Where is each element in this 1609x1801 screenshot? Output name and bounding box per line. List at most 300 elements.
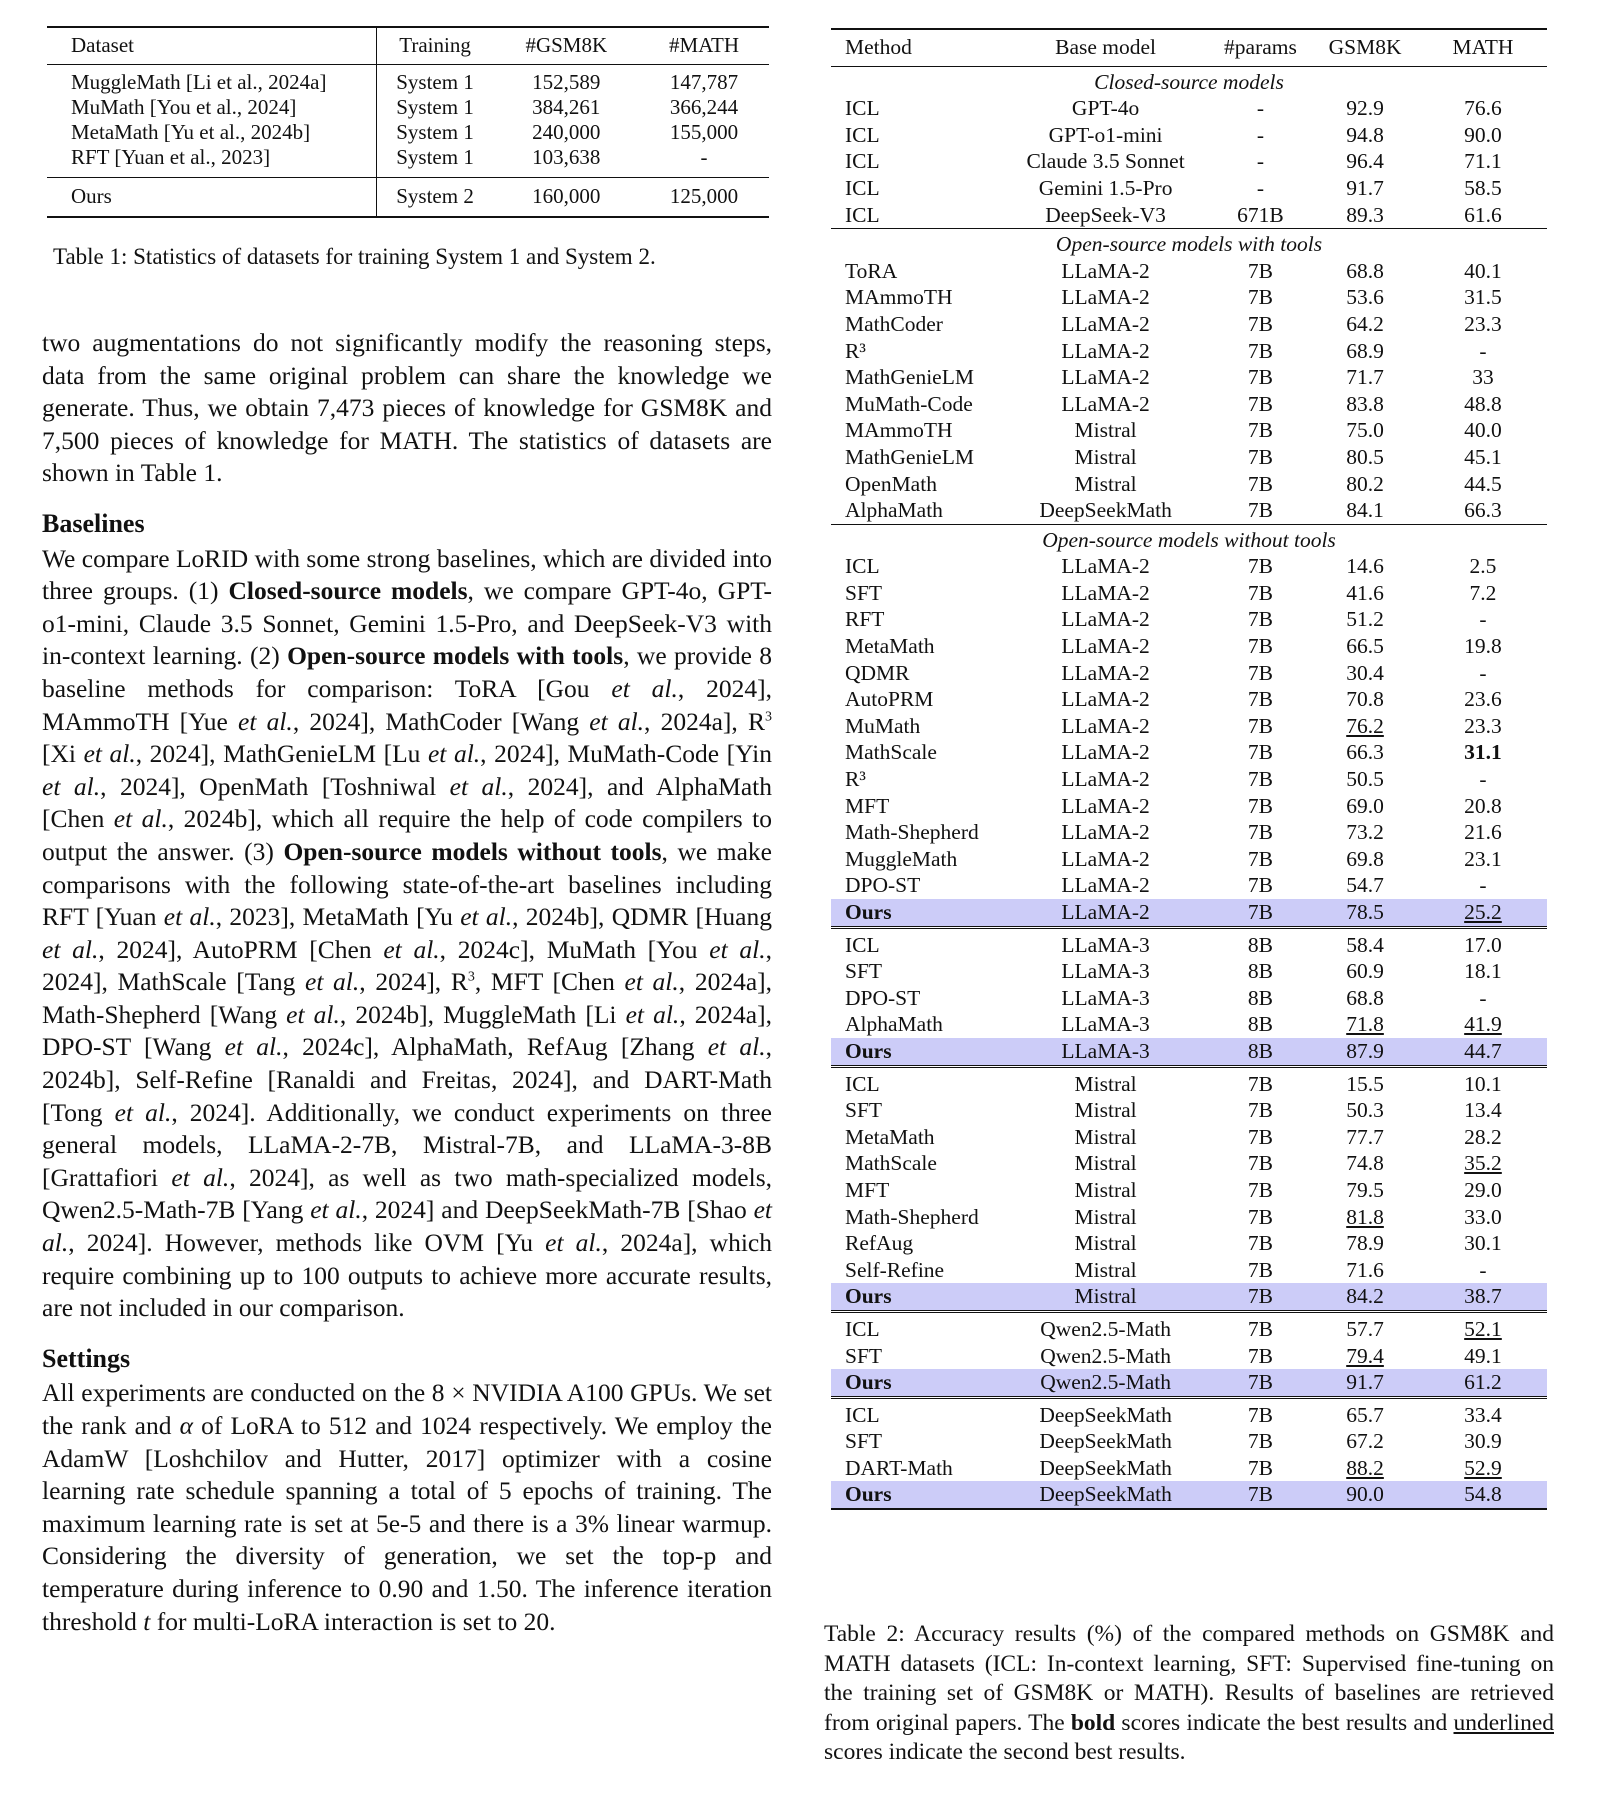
table-2-cell: DeepSeekMath (1039, 498, 1172, 523)
table-2-cell: LLaMA-3 (1061, 1012, 1150, 1037)
table-1-cell: - (700, 145, 708, 169)
table-2-cell: DPO-ST (845, 873, 921, 898)
table-1-header-row (47, 27, 769, 65)
table-2-row (831, 633, 1547, 660)
table-2-cell: 40.0 (1464, 418, 1502, 443)
table-2-cell: GPT-o1-mini (1048, 122, 1163, 147)
table-2-cell: SFT (845, 1343, 883, 1368)
table-2-cell: DeepSeek-V3 (1045, 202, 1166, 227)
table-2-row (831, 311, 1547, 338)
table-2-cell: LLaMA-3 (1061, 985, 1150, 1010)
section-llama-3 (831, 927, 1547, 1066)
table-2-cell: 44.7 (1419, 1038, 1547, 1066)
table-2-cell: 7B (1247, 580, 1273, 605)
table-2-cell: 69.8 (1346, 846, 1384, 871)
table-2-cell: MathCoder (845, 311, 943, 336)
table-2-cell: LLaMA-2 (1061, 687, 1150, 712)
table-2-cell: LLaMA-2 (1061, 740, 1150, 765)
table-2-cell: OpenMath (845, 471, 937, 496)
table-2-cell: 7B (1210, 1066, 1311, 1097)
table-2-cell: 7B (1247, 793, 1273, 818)
table-2-cell: 7B (1210, 899, 1311, 927)
table-2-cell: 7B (1247, 285, 1273, 310)
table-2-cell: 45.1 (1464, 444, 1502, 469)
table-2-cell: 54.8 (1419, 1481, 1547, 1509)
table-2-row (831, 580, 1547, 607)
table-2-cell: 79.4 (1346, 1343, 1384, 1368)
table-2-cell: DeepSeekMath (1001, 1397, 1209, 1428)
table-2-cell: ICL (831, 1311, 1001, 1342)
table-2-cell: - (1479, 338, 1487, 363)
table-2-row (831, 258, 1547, 285)
table-2-cell: AlphaMath (845, 498, 943, 523)
table-2-cell: 23.6 (1464, 687, 1502, 712)
table-2-cell: LLaMA-2 (1061, 846, 1150, 871)
table-2-cell: LLaMA-2 (1001, 899, 1209, 927)
table-2-cell: 23.3 (1464, 713, 1502, 738)
table-2-row (831, 1455, 1547, 1482)
table-2-cell: 7B (1247, 1151, 1273, 1176)
table-2-cell: 7B (1247, 1429, 1273, 1454)
table-2-cell: Mistral (1074, 444, 1137, 469)
table-2-cell: MAmmoTH (845, 285, 953, 310)
table-2-cell: 7B (1247, 1204, 1273, 1229)
table-2-cell: Mistral (1001, 1066, 1209, 1097)
table-2-cell: MFT (845, 793, 890, 818)
table-2-cell: 71.6 (1346, 1257, 1384, 1282)
table-2-cell: AutoPRM (845, 687, 934, 712)
table-2-cell: 58.4 (1311, 927, 1419, 958)
table-2-cell: Qwen2.5-Math (1040, 1343, 1171, 1368)
table-2-cell: ICL (845, 175, 880, 200)
table-2-cell: 7B (1210, 1481, 1311, 1509)
table-2-cell: LLaMA-2 (1061, 311, 1150, 336)
table-2-cell: 7B (1247, 1177, 1273, 1202)
table-2-cell: 48.8 (1464, 391, 1502, 416)
table-2-cell: SFT (845, 580, 883, 605)
table-2-row-ours (831, 899, 1547, 927)
table-2-cell: 7.2 (1469, 580, 1497, 605)
table-2-cell: DeepSeekMath (1039, 1429, 1172, 1454)
table-2-cell: 7B (1247, 1343, 1273, 1368)
table-2-caption: Table 2: Accuracy results (%) of the compared methods on GSM8K and MATH datasets (ICL: In-context learning, SFT: Supervised fine-tuning on the training set of GSM8K or MATH). Results of baselines are retrieved from original papers. The bold scores indicate the best results and underlined scores indicate the second best results. (824, 1621, 1554, 1765)
table-2-row (831, 202, 1547, 229)
section-mistral (831, 1066, 1547, 1311)
table-2-header: Method (831, 29, 1001, 66)
table-2-cell: Ours (831, 899, 1001, 927)
table-2-cell: 18.1 (1464, 959, 1502, 984)
table-2-row (831, 284, 1547, 311)
table-2-cell: ICL (845, 554, 880, 579)
table-2-cell: 76.6 (1464, 96, 1502, 121)
table-2-cell: - (1479, 873, 1487, 898)
table-2-cell: LLaMA-3 (1001, 927, 1209, 958)
table-2-cell: LLaMA-2 (1061, 365, 1150, 390)
table-2-cell: 7B (1247, 713, 1273, 738)
table-2-cell: SFT (845, 1429, 883, 1454)
table-2-cell: - (1479, 607, 1487, 632)
table-2-row (831, 1257, 1547, 1284)
table-2-row (831, 1177, 1547, 1204)
table-2-cell: 84.2 (1311, 1283, 1419, 1311)
table-2-cell: 7B (1210, 1311, 1311, 1342)
table-2-cell: 7B (1247, 846, 1273, 871)
table-2-cell: 44.5 (1464, 471, 1502, 496)
table-2-cell: MathScale (845, 1151, 937, 1176)
table-2-row (831, 1343, 1547, 1370)
table-2-cell: 8B (1247, 959, 1273, 984)
table-2-cell: 7B (1247, 767, 1273, 792)
table-2-cell: ICL (845, 96, 880, 121)
table-2-cell: 57.7 (1311, 1311, 1419, 1342)
table-2-cell: 71.7 (1346, 365, 1384, 390)
table-2-cell: MuMath (845, 713, 921, 738)
table-2-cell: 8B (1210, 927, 1311, 958)
table-2-cell: 68.9 (1346, 338, 1384, 363)
group-label-with-tools: Open-source models with tools (831, 229, 1547, 258)
section-qwen (831, 1311, 1547, 1397)
table-2-cell: 79.5 (1346, 1177, 1384, 1202)
table-2-cell: 7B (1247, 418, 1273, 443)
table-2-cell: 69.0 (1346, 793, 1384, 818)
table-2-cell: MathGenieLM (845, 365, 974, 390)
table-1-cell: 160,000 (493, 178, 639, 218)
table-1-header: #MATH (639, 27, 769, 65)
table-2-row (831, 793, 1547, 820)
table-2-cell: LLaMA-3 (1001, 1038, 1209, 1066)
table-2-cell: MuMath-Code (845, 391, 973, 416)
table-2-cell: - (1479, 985, 1487, 1010)
table-2-cell: 66.3 (1346, 740, 1384, 765)
table-2-cell: LLaMA-2 (1061, 258, 1150, 283)
table-2-cell: 41.9 (1464, 1012, 1502, 1037)
table-2-cell: 89.3 (1346, 202, 1384, 227)
table-2-cell: 15.5 (1311, 1066, 1419, 1097)
table-2-cell: Self-Refine (845, 1257, 945, 1282)
table-2-cell: 70.8 (1346, 687, 1384, 712)
table-2-cell: 17.0 (1419, 927, 1547, 958)
table-2-cell: 7B (1247, 634, 1273, 659)
table-2-cell: 20.8 (1464, 793, 1502, 818)
paragraph-datasets: two augmentations do not significantly modify the reasoning steps, data from the same original problem can share the knowledge we generate. Thus, we obtain 7,473 pieces of knowledge for GSM8K and 7,500 pieces of knowledge for MATH. The statistics of datasets are shown in Table 1. (42, 328, 772, 488)
table-2-cell: 50.3 (1346, 1098, 1384, 1123)
table-2-cell: 49.1 (1464, 1343, 1502, 1368)
table-2-cell: 8B (1210, 1038, 1311, 1066)
table-2-cell: 30.4 (1346, 660, 1384, 685)
table-2-row (831, 686, 1547, 713)
table-2-cell: 7B (1247, 1455, 1273, 1480)
table-2-cell: 83.8 (1346, 391, 1384, 416)
table-2-cell: DART-Math (845, 1455, 953, 1480)
table-2-row (831, 417, 1547, 444)
table-2-cell: 78.9 (1346, 1231, 1384, 1256)
table-2-row (831, 1204, 1547, 1231)
table-2-cell: 76.2 (1346, 713, 1384, 738)
table-2-cell: 90.0 (1464, 122, 1502, 147)
table-2-cell: LLaMA-2 (1061, 793, 1150, 818)
table-2-row (831, 338, 1547, 365)
table-1-header: #GSM8K (493, 27, 639, 65)
table-2-cell: 33 (1472, 365, 1494, 390)
table-1-cell: 147,787 (669, 70, 739, 94)
table-2-cell: LLaMA-2 (1061, 660, 1150, 685)
table-2-cell: 51.2 (1346, 607, 1384, 632)
table-2-cell: 8B (1247, 1012, 1273, 1037)
table-2-cell: 65.7 (1311, 1397, 1419, 1428)
table-2-row (831, 819, 1547, 846)
section-closed-source (831, 95, 1547, 228)
table-2-cell: Mistral (1074, 471, 1137, 496)
table-2-cell: GPT-4o (1071, 96, 1140, 121)
table-2-cell: DeepSeekMath (1001, 1481, 1209, 1509)
table-2-cell: Mistral (1074, 1231, 1137, 1256)
table-2-cell: 68.8 (1346, 258, 1384, 283)
table-2-cell: Qwen2.5-Math (1001, 1311, 1209, 1342)
table-2-row (831, 364, 1547, 391)
table-2-cell: Math-Shepherd (845, 1204, 979, 1229)
body-text (42, 327, 772, 1638)
table-2-cell: 64.2 (1346, 311, 1384, 336)
table-2-cell: Mistral (1074, 418, 1137, 443)
table-2-cell: LLaMA-2 (1061, 767, 1150, 792)
table-2-cell: Mistral (1074, 1204, 1137, 1229)
table-2-header: Base model (1001, 29, 1209, 66)
table-2-cell: - (1256, 175, 1265, 200)
table-2-cell: 88.2 (1346, 1455, 1384, 1480)
table-2-cell: - (1256, 122, 1265, 147)
table-2-cell: 7B (1210, 1369, 1311, 1397)
table-2-cell: 8B (1247, 985, 1273, 1010)
table-2-cell: ICL (845, 202, 880, 227)
table-2-cell: 75.0 (1346, 418, 1384, 443)
table-2-row-ours (831, 1369, 1547, 1397)
table-2-cell: Math-Shepherd (845, 820, 979, 845)
table-2-cell: LLaMA-2 (1061, 580, 1150, 605)
table-2-row (831, 1066, 1547, 1097)
table-2-cell: 74.8 (1346, 1151, 1384, 1176)
table-2-cell: 19.8 (1464, 634, 1502, 659)
table-2-cell: 53.6 (1346, 285, 1384, 310)
table-2-cell: 2.5 (1469, 554, 1497, 579)
table-2-cell: LLaMA-2 (1061, 820, 1150, 845)
table-2-cell: 7B (1247, 1231, 1273, 1256)
table-2-cell: 67.2 (1346, 1429, 1384, 1454)
table-2-cell: 7B (1210, 1283, 1311, 1311)
table-2-cell: R³ (845, 338, 866, 363)
table-2-cell: 60.9 (1346, 959, 1384, 984)
table-2-cell: 7B (1247, 444, 1273, 469)
section-deepseek (831, 1397, 1547, 1509)
table-2-row (831, 553, 1547, 580)
table-1-row (47, 145, 769, 178)
table-2-cell: 7B (1247, 338, 1273, 363)
table-2-row (831, 766, 1547, 793)
table-1-cell: System 2 (376, 178, 493, 218)
table-2-row (831, 391, 1547, 418)
table-2-row (831, 1311, 1547, 1342)
table-2-cell: ToRA (845, 258, 898, 283)
table-2-cell: 80.2 (1346, 471, 1384, 496)
table-1 (47, 26, 769, 218)
table-2-cell: LLaMA-2 (1061, 873, 1150, 898)
table-2-row (831, 497, 1547, 524)
table-2-row (831, 1397, 1547, 1428)
table-2-row (831, 175, 1547, 202)
table-2-cell: 73.2 (1346, 820, 1384, 845)
table-2-cell: ICL (845, 149, 880, 174)
table-2-cell: MAmmoTH (845, 418, 953, 443)
table-2-cell: 35.2 (1464, 1151, 1502, 1176)
table-2-cell: 66.5 (1346, 634, 1384, 659)
table-2-cell: - (1256, 149, 1265, 174)
table-2-cell: 91.7 (1311, 1369, 1419, 1397)
table-1-cell: MetaMath [Yu et al., 2024b] (71, 120, 311, 144)
table-1-cell: 125,000 (639, 178, 769, 218)
table-2 (831, 28, 1547, 1510)
table-2-cell: LLaMA-2 (1061, 607, 1150, 632)
table-2-cell: 40.1 (1464, 258, 1502, 283)
table-2-cell: 7B (1247, 687, 1273, 712)
table-2-cell: LLaMA-2 (1061, 713, 1150, 738)
table-2-cell: QDMR (845, 660, 910, 685)
table-1-row (47, 120, 769, 145)
table-2-cell: Mistral (1074, 1177, 1137, 1202)
table-2-cell: MathGenieLM (845, 444, 974, 469)
table-2-cell: MathScale (845, 740, 937, 765)
table-2-cell: 30.1 (1464, 1231, 1502, 1256)
table-2-cell: MetaMath (845, 1124, 935, 1149)
table-2-cell: 7B (1247, 471, 1273, 496)
table-2-row (831, 444, 1547, 471)
heading-baselines: Baselines (42, 508, 145, 538)
table-2-cell: MetaMath (845, 634, 935, 659)
table-2-row (831, 985, 1547, 1012)
table-2-cell: 84.1 (1346, 498, 1384, 523)
table-2-row (831, 1097, 1547, 1124)
table-2-cell: Gemini 1.5-Pro (1038, 175, 1173, 200)
table-2-row (831, 1011, 1547, 1038)
table-2-row (831, 606, 1547, 633)
table-2-cell: Ours (831, 1283, 1001, 1311)
table-1-caption: Table 1: Statistics of datasets for training System 1 and System 2. (53, 244, 656, 269)
table-2-cell: 38.7 (1419, 1283, 1547, 1311)
table-2-cell: - (1479, 660, 1487, 685)
section-llama-2 (831, 553, 1547, 927)
table-2-cell: 71.1 (1464, 149, 1502, 174)
table-2-cell: 14.6 (1346, 554, 1384, 579)
table-2-cell: ICL (845, 122, 880, 147)
table-2-cell: - (1479, 767, 1487, 792)
table-1-ours-row (47, 178, 769, 218)
table-2-cell: 10.1 (1419, 1066, 1547, 1097)
table-2-cell: 80.5 (1346, 444, 1384, 469)
table-2-cell: Ours (831, 1481, 1001, 1509)
table-2-cell: SFT (845, 1098, 883, 1123)
table-2-cell: LLaMA-2 (1061, 285, 1150, 310)
table-2-cell: 7B (1247, 740, 1273, 765)
table-2-row (831, 958, 1547, 985)
table-2-cell: 23.3 (1464, 311, 1502, 336)
table-2-cell: 87.9 (1311, 1038, 1419, 1066)
table-2-cell: 28.2 (1464, 1124, 1502, 1149)
table-2-cell: 7B (1247, 1124, 1273, 1149)
table-2-row (831, 872, 1547, 899)
table-2-cell: 33.0 (1464, 1204, 1502, 1229)
table-1-cell: 366,244 (669, 95, 739, 119)
table-2-row (831, 471, 1547, 498)
table-2-cell: - (1479, 1257, 1487, 1282)
table-1-header: Training (376, 27, 493, 65)
table-2-cell: LLaMA-2 (1061, 391, 1150, 416)
table-2-cell: ICL (831, 1066, 1001, 1097)
table-2-row-ours (831, 1283, 1547, 1311)
table-1-cell: System 1 (376, 65, 493, 96)
table-2-cell: Mistral (1074, 1151, 1137, 1176)
table-2-cell: 92.9 (1346, 96, 1384, 121)
table-1-cell: 103,638 (532, 145, 601, 169)
table-1-cell: System 1 (376, 145, 493, 178)
table-2-cell: AlphaMath (845, 1012, 943, 1037)
table-2-row (831, 1230, 1547, 1257)
table-2-row (831, 1428, 1547, 1455)
table-1-row (47, 95, 769, 120)
table-1-header: Dataset (47, 27, 376, 65)
table-2-cell: 58.5 (1464, 175, 1502, 200)
table-2-cell: Claude 3.5 Sonnet (1026, 149, 1185, 174)
table-2-cell: RFT (845, 607, 885, 632)
table-2-cell: 52.1 (1419, 1311, 1547, 1342)
table-2-row (831, 1150, 1547, 1177)
table-1-cell: MuMath [You et al., 2024] (71, 95, 297, 119)
table-2-row (831, 148, 1547, 175)
table-2-cell: 66.3 (1464, 498, 1502, 523)
table-2-cell: - (1256, 96, 1265, 121)
table-2-cell: LLaMA-2 (1061, 634, 1150, 659)
table-2-row (831, 1124, 1547, 1151)
table-1-cell: 155,000 (669, 120, 739, 144)
table-1-row (47, 65, 769, 96)
table-2-cell: 671B (1237, 202, 1284, 227)
table-2-cell: 91.7 (1346, 175, 1384, 200)
table-1-cell: 152,589 (532, 70, 601, 94)
table-2-cell: 29.0 (1464, 1177, 1502, 1202)
table-2-header: #params (1210, 29, 1311, 66)
table-2-cell: Ours (831, 1369, 1001, 1397)
paragraph-baselines: We compare LoRID with some strong baselines, which are divided into three groups. (1) Closed-source models, we compare GPT-4o, GPT-o1-mini, Claude 3.5 Sonnet, Gemini 1.5-Pro, and DeepSeek-V3 with in-context learning. (2) Open-source models with tools, we provide 8 baseline methods for comparison: ToRA [Gou et al., 2024], MAmmoTH [Yue et al., 2024], MathCoder [Wang et al., 2024a], $R^3$ [Xi et al., 2024], MathGenieLM [Lu et al., 2024], MuMath-Code [Yin et al., 2024], OpenMath [Toshniwal et al., 2024], and AlphaMath [Chen et al., 2024b], which all require the help of code compilers to output the answer. (3) Open-source models without tools, we make comparisons with the following state-of-the-art baselines including RFT [Yuan et al., 2023], MetaMath [Yu et al., 2024b], QDMR [Huang et al., 2024], AutoPRM [Chen et al., 2024c], MuMath [You et al., 2024], MathScale [Tang et al., 2024], $R^3$, MFT [Chen et al., 2024a], Math-Shepherd [Wang et al., 2024b], MuggleMath [Li et al., 2024a], DPO-ST [Wang et al., 2024c], AlphaMath, RefAug [Zhang et al., 2024b], Self-Refine [Ranaldi and Freitas, 2024], and DART-Math [Tong et al., 2024]. Additionally, we conduct experiments on three general models, LLaMA-2-7B, Mistral-7B, and LLaMA-3-8B [Grattafiori et al., 2024], as well as two math-specialized models, Qwen2.5-Math-7B [Yang et al., 2024] and DeepSeekMath-7B [Shao et al., 2024]. However, methods like OVM [Yu et al., 2024a], which require combining up to 100 outputs to achieve more accurate results, are not included in our comparison. (42, 543, 773, 1323)
table-2-row (831, 713, 1547, 740)
table-1-cell: System 1 (376, 95, 493, 120)
table-2-cell: 68.8 (1346, 985, 1384, 1010)
table-2-cell: 31.1 (1464, 740, 1502, 765)
table-2-cell: 7B (1247, 1098, 1273, 1123)
table-2-cell: Mistral (1074, 1257, 1137, 1282)
table-2-cell: 7B (1247, 391, 1273, 416)
table-2-cell: 7B (1247, 365, 1273, 390)
table-2-cell: Ours (831, 1038, 1001, 1066)
table-2-cell: 7B (1247, 554, 1273, 579)
table-2-cell: ICL (831, 927, 1001, 958)
table-2-header: GSM8K (1311, 29, 1419, 66)
table-2-cell: DeepSeekMath (1039, 1455, 1172, 1480)
table-2-cell: 7B (1247, 498, 1273, 523)
table-2-cell: 81.8 (1346, 1204, 1384, 1229)
table-2-cell: 50.5 (1346, 767, 1384, 792)
table-2-cell: ICL (831, 1397, 1001, 1428)
table-2-cell: 90.0 (1311, 1481, 1419, 1509)
table-2-cell: 61.2 (1419, 1369, 1547, 1397)
table-2-header-row (831, 29, 1547, 66)
table-2-cell: 77.7 (1346, 1124, 1384, 1149)
